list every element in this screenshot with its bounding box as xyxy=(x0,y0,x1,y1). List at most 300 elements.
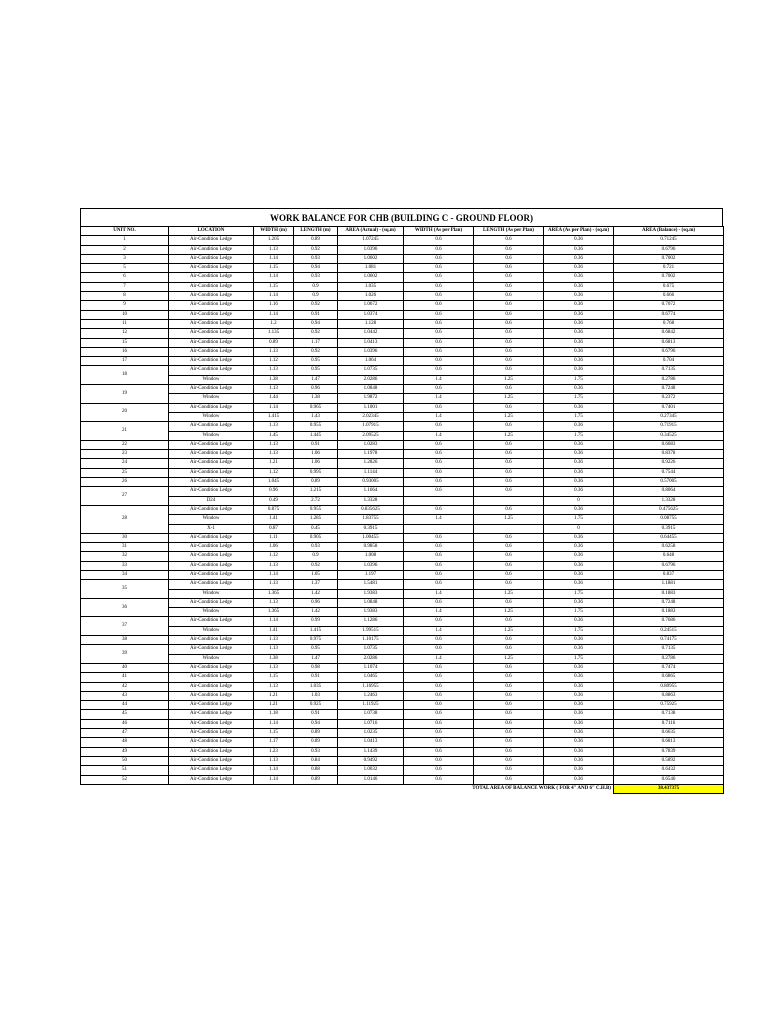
table-cell: 0.6865 xyxy=(614,673,724,682)
unit-no-cell: 46 xyxy=(81,719,169,728)
table-cell: 1.13 xyxy=(254,756,294,765)
table-cell: 0.6 xyxy=(404,422,474,431)
table-cell: 0.6 xyxy=(474,552,544,561)
table-cell: Window xyxy=(169,589,254,598)
table-cell: 0.7072 xyxy=(614,301,724,310)
table-row xyxy=(81,663,724,672)
table-cell: 1.75 xyxy=(544,394,614,403)
table-cell: 0.9492 xyxy=(338,756,404,765)
table-cell: 0.45 xyxy=(294,524,338,533)
unit-no-cell: 47 xyxy=(81,729,169,738)
table-cell: 0.905 xyxy=(294,533,338,542)
table-cell: Air-Condition Ledge xyxy=(169,719,254,728)
table-cell: 0.6 xyxy=(474,691,544,700)
table-row xyxy=(81,608,724,617)
table-cell: 0.36 xyxy=(544,505,614,514)
table-cell: 0.6 xyxy=(474,450,544,459)
table-cell: 0.6 xyxy=(404,264,474,273)
unit-no-cell: 25 xyxy=(81,468,169,477)
table-cell: 0.6 xyxy=(404,552,474,561)
table-row xyxy=(81,570,724,579)
table-cell: 0.6 xyxy=(474,440,544,449)
unit-no-cell: 7 xyxy=(81,282,169,291)
table-cell: 1.05 xyxy=(294,570,338,579)
table-cell: 0.95 xyxy=(294,645,338,654)
table-cell: 0.88 xyxy=(294,766,338,775)
table-cell: 1.13 xyxy=(254,580,294,589)
table-cell: Air-Condition Ledge xyxy=(169,682,254,691)
table-cell: 0.9 xyxy=(294,292,338,301)
table-cell: 0.93 xyxy=(294,747,338,756)
table-cell: 0.89 xyxy=(294,738,338,747)
table-cell: 0.666 xyxy=(614,292,724,301)
table-row xyxy=(81,292,724,301)
table-cell: 0.6 xyxy=(404,273,474,282)
table-cell: 0.36 xyxy=(544,459,614,468)
table-cell: 0.6 xyxy=(404,450,474,459)
table-cell: 0.92 xyxy=(294,301,338,310)
table-row xyxy=(81,245,724,254)
table-cell: 1.5481 xyxy=(338,580,404,589)
table-cell: 0.36 xyxy=(544,254,614,263)
table-row xyxy=(81,431,724,440)
table-cell: Air-Condition Ledge xyxy=(169,347,254,356)
table-cell: Air-Condition Ledge xyxy=(169,691,254,700)
table-cell: 1.25 xyxy=(474,589,544,598)
table-cell: 1.1001 xyxy=(338,403,404,412)
table-cell: 0.92 xyxy=(294,561,338,570)
table-cell: 1.4 xyxy=(404,412,474,421)
table-cell: Air-Condition Ledge xyxy=(169,487,254,496)
table-row xyxy=(81,282,724,291)
table-cell: 0.6 xyxy=(474,673,544,682)
table-cell: 1.75 xyxy=(544,654,614,663)
table-row xyxy=(81,598,724,607)
total-label: TOTAL AREA OF BALANCE WORK ( FOR 4" AND 6" C.H.B) xyxy=(81,784,614,793)
table-cell: 1.2826 xyxy=(338,459,404,468)
table-row xyxy=(81,254,724,263)
table-cell: 1.25 xyxy=(474,431,544,440)
table-cell: 1.15 xyxy=(254,264,294,273)
table-cell: 0.36 xyxy=(544,487,614,496)
table-cell: 0.36 xyxy=(544,747,614,756)
table-cell: 1.1144 xyxy=(338,468,404,477)
table-cell: Air-Condition Ledge xyxy=(169,505,254,514)
unit-no-cell: 35 xyxy=(81,580,169,599)
table-cell: 0.6 xyxy=(474,663,544,672)
table-cell: 1.9383 xyxy=(338,608,404,617)
table-row xyxy=(81,682,724,691)
table-cell: 2.02345 xyxy=(338,412,404,421)
table-cell: 0.24515 xyxy=(614,626,724,635)
table-cell: 1.13 xyxy=(254,561,294,570)
table-cell: 0.6 xyxy=(404,301,474,310)
table-cell: 0.6 xyxy=(404,543,474,552)
table-cell: Air-Condition Ledge xyxy=(169,357,254,366)
table-cell: Air-Condition Ledge xyxy=(169,766,254,775)
table-cell: 0.7544 xyxy=(614,468,724,477)
table-cell: Air-Condition Ledge xyxy=(169,570,254,579)
table-cell: 0.6 xyxy=(474,403,544,412)
column-header: WIDTH (As per Plan) xyxy=(404,227,474,236)
table-cell: 0.721 xyxy=(614,264,724,273)
table-cell: 0.5892 xyxy=(614,756,724,765)
table-cell: 0.7686 xyxy=(614,617,724,626)
table-cell: 1.1439 xyxy=(338,747,404,756)
table-cell: 1.445 xyxy=(294,431,338,440)
table-cell: 0.94 xyxy=(294,264,338,273)
unit-no-cell: 11 xyxy=(81,319,169,328)
table-cell: Air-Condition Ledge xyxy=(169,440,254,449)
table-row xyxy=(81,440,724,449)
table-row xyxy=(81,738,724,747)
table-cell: 1.1286 xyxy=(338,617,404,626)
table-cell: Air-Condition Ledge xyxy=(169,580,254,589)
table-cell: 0.34525 xyxy=(614,431,724,440)
table-cell: 0.6 xyxy=(404,478,474,487)
table-cell: 1.38 xyxy=(254,654,294,663)
table-cell: 0.93005 xyxy=(338,478,404,487)
table-cell: Air-Condition Ledge xyxy=(169,319,254,328)
table-cell: 1.197 xyxy=(338,570,404,579)
table-cell: 1.75 xyxy=(544,375,614,384)
table-cell: 0.6 xyxy=(474,385,544,394)
unit-no-cell: 3 xyxy=(81,254,169,263)
table-cell: 0.36 xyxy=(544,478,614,487)
table-cell: 1.0146 xyxy=(338,775,404,784)
table-cell: 0.6 xyxy=(474,543,544,552)
table-cell: 1.15 xyxy=(254,729,294,738)
table-cell: 0.6 xyxy=(404,719,474,728)
table-cell: Air-Condition Ledge xyxy=(169,366,254,375)
table-cell: 1.0413 xyxy=(338,738,404,747)
table-row xyxy=(81,338,724,347)
table-cell: 1.135 xyxy=(254,329,294,338)
table-cell: 0.6 xyxy=(404,366,474,375)
table-cell: 0.92 xyxy=(294,245,338,254)
table-cell: 0.27345 xyxy=(614,412,724,421)
table-cell: 0.96 xyxy=(294,385,338,394)
table-row xyxy=(81,310,724,319)
table-cell: 0.6 xyxy=(474,645,544,654)
table-cell: Window xyxy=(169,515,254,524)
table-cell: 1.23 xyxy=(254,747,294,756)
table-cell: 0.8064 xyxy=(614,487,724,496)
table-cell: 0.6 xyxy=(474,775,544,784)
table-row xyxy=(81,561,724,570)
table-cell: 0.36 xyxy=(544,691,614,700)
table-cell: 1.0848 xyxy=(338,385,404,394)
table-cell: 0.475625 xyxy=(614,505,724,514)
table-cell: 1.25 xyxy=(474,626,544,635)
table-cell: Air-Condition Ledge xyxy=(169,468,254,477)
column-header: AREA (Balance) - (sq.m) xyxy=(614,227,724,236)
table-cell: 0.36 xyxy=(544,273,614,282)
table-cell: 1.045 xyxy=(254,478,294,487)
unit-no-cell: 45 xyxy=(81,710,169,719)
table-cell: Air-Condition Ledge xyxy=(169,450,254,459)
table-cell: 0.98 xyxy=(294,663,338,672)
table-row xyxy=(81,496,724,505)
table-cell: 0.6258 xyxy=(614,543,724,552)
table-cell: 0.6 xyxy=(404,673,474,682)
table-cell: 1.13 xyxy=(254,663,294,672)
table-row xyxy=(81,357,724,366)
table-cell: 1.07915 xyxy=(338,422,404,431)
unit-no-cell: 52 xyxy=(81,775,169,784)
table-cell: Air-Condition Ledge xyxy=(169,775,254,784)
table-cell: 1.83755 xyxy=(338,515,404,524)
table-cell: 1.0735 xyxy=(338,366,404,375)
table-cell: 0.6 xyxy=(474,487,544,496)
table-cell: 1.1074 xyxy=(338,663,404,672)
table-cell: Air-Condition Ledge xyxy=(169,673,254,682)
table-cell: Air-Condition Ledge xyxy=(169,329,254,338)
table-cell: 0.995 xyxy=(294,468,338,477)
table-cell: 0.3915 xyxy=(338,524,404,533)
table-cell: 0.6 xyxy=(474,505,544,514)
table-cell: 0.768 xyxy=(614,319,724,328)
table-row xyxy=(81,654,724,663)
table-cell: 1.0716 xyxy=(338,719,404,728)
table-cell: Air-Condition Ledge xyxy=(169,310,254,319)
table-cell: 1.0396 xyxy=(338,561,404,570)
table-cell: 1.2 xyxy=(254,319,294,328)
table-cell: 0.6 xyxy=(404,487,474,496)
unit-no-cell: 24 xyxy=(81,459,169,468)
table-cell: 1.215 xyxy=(294,487,338,496)
table-cell: 1.12 xyxy=(254,357,294,366)
table-cell: 0.6 xyxy=(474,310,544,319)
table-cell: Air-Condition Ledge xyxy=(169,245,254,254)
table-cell: 0.6 xyxy=(404,310,474,319)
table-cell: 0.6 xyxy=(474,329,544,338)
table-cell: 0.6 xyxy=(474,422,544,431)
table-cell: 0.3915 xyxy=(614,524,724,533)
table-cell: Window xyxy=(169,608,254,617)
table-cell: 1.38 xyxy=(254,375,294,384)
table-cell: 0.36 xyxy=(544,282,614,291)
table-cell: Air-Condition Ledge xyxy=(169,478,254,487)
work-balance-sheet xyxy=(80,208,723,794)
table-cell: 0.6 xyxy=(404,347,474,356)
table-cell: Air-Condition Ledge xyxy=(169,385,254,394)
table-cell: 1.14 xyxy=(254,254,294,263)
table-cell: 1.25 xyxy=(474,515,544,524)
table-cell: 1.03 xyxy=(294,691,338,700)
table-cell: 0.6 xyxy=(404,459,474,468)
unit-no-cell: 26 xyxy=(81,478,169,487)
table-row xyxy=(81,487,724,496)
unit-no-cell: 1 xyxy=(81,236,169,245)
table-row xyxy=(81,775,724,784)
table-row xyxy=(81,478,724,487)
table-cell: 1.13 xyxy=(254,450,294,459)
table-cell: Air-Condition Ledge xyxy=(169,710,254,719)
table-cell: 0.36 xyxy=(544,450,614,459)
table-cell: 0.6 xyxy=(404,292,474,301)
table-row xyxy=(81,617,724,626)
table-cell: Air-Condition Ledge xyxy=(169,338,254,347)
table-cell: 1.42 xyxy=(294,608,338,617)
table-cell: 1.12 xyxy=(254,468,294,477)
table-cell: 1.17 xyxy=(294,338,338,347)
table-cell: Window xyxy=(169,375,254,384)
table-cell: 1.14 xyxy=(254,570,294,579)
table-cell: 1.128 xyxy=(338,319,404,328)
table-cell: 0.36 xyxy=(544,468,614,477)
table-cell: 1.12 xyxy=(254,552,294,561)
table-cell: 0.80955 xyxy=(614,682,724,691)
table-cell: 1.4 xyxy=(404,394,474,403)
table-cell: 0.648 xyxy=(614,552,724,561)
table-row xyxy=(81,747,724,756)
table-cell: 1.16955 xyxy=(338,682,404,691)
table-cell: 0.6 xyxy=(404,468,474,477)
table-cell: 1.14 xyxy=(254,292,294,301)
column-header: UNIT NO. xyxy=(81,227,169,236)
table-cell: 2.09525 xyxy=(338,431,404,440)
table-row xyxy=(81,347,724,356)
table-cell: 0.6 xyxy=(404,710,474,719)
table-cell: 1.4 xyxy=(404,375,474,384)
table-cell: 0.92 xyxy=(294,347,338,356)
table-cell: 0.36 xyxy=(544,766,614,775)
table-cell: 1.06 xyxy=(294,459,338,468)
table-row xyxy=(81,756,724,765)
table-cell: 0.6 xyxy=(404,403,474,412)
unit-no-cell: 37 xyxy=(81,617,169,636)
table-cell: 1.99515 xyxy=(338,626,404,635)
table-cell xyxy=(474,524,544,533)
table-cell: 0.57005 xyxy=(614,478,724,487)
table-cell: 0.36 xyxy=(544,301,614,310)
table-cell: 0.8863 xyxy=(614,691,724,700)
table-cell: 0.36 xyxy=(544,719,614,728)
table-cell: 1.75 xyxy=(544,412,614,421)
table-cell: 0.875 xyxy=(254,505,294,514)
table-row xyxy=(81,273,724,282)
column-header: LENGTH (As per Plan) xyxy=(474,227,544,236)
table-cell: 1.0413 xyxy=(338,338,404,347)
table-row xyxy=(81,719,724,728)
table-cell: 1.47 xyxy=(294,654,338,663)
column-header: LENGTH (m) xyxy=(294,227,338,236)
table-cell: 0.36 xyxy=(544,533,614,542)
table-cell: 0.955 xyxy=(294,422,338,431)
table-cell: 0.965 xyxy=(294,403,338,412)
table-row xyxy=(81,645,724,654)
table-cell: 0.6 xyxy=(474,254,544,263)
table-cell: 0.6 xyxy=(404,329,474,338)
table-cell: 1.13 xyxy=(254,347,294,356)
table-cell: 1.285 xyxy=(294,515,338,524)
table-cell: 1.081 xyxy=(338,264,404,273)
table-cell: 1.415 xyxy=(294,626,338,635)
sheet-title: WORK BALANCE FOR CHB (BUILDING C - GROUND FLOOR) xyxy=(80,208,723,226)
unit-no-cell: 5 xyxy=(81,264,169,273)
table-cell: 0.36 xyxy=(544,440,614,449)
table-cell: 0.6 xyxy=(404,440,474,449)
table-cell: 1.75 xyxy=(544,608,614,617)
table-cell: D24 xyxy=(169,496,254,505)
unit-no-cell: 50 xyxy=(81,756,169,765)
table-row xyxy=(81,459,724,468)
table-cell: 0.7116 xyxy=(614,719,724,728)
unit-no-cell: 20 xyxy=(81,403,169,422)
table-cell: 1.0602 xyxy=(338,273,404,282)
table-cell: 0.64455 xyxy=(614,533,724,542)
table-cell: 1.38 xyxy=(294,394,338,403)
table-cell: 0.93 xyxy=(294,273,338,282)
unit-no-cell: 6 xyxy=(81,273,169,282)
table-cell: 0.36 xyxy=(544,598,614,607)
table-cell: Air-Condition Ledge xyxy=(169,292,254,301)
table-cell: 1.06 xyxy=(294,450,338,459)
table-cell: Air-Condition Ledge xyxy=(169,236,254,245)
table-cell: Air-Condition Ledge xyxy=(169,598,254,607)
unit-no-cell: 27 xyxy=(81,487,169,506)
table-row xyxy=(81,580,724,589)
table-cell: 1.25 xyxy=(474,375,544,384)
unit-no-cell: 40 xyxy=(81,663,169,672)
table-cell: 1.14 xyxy=(254,273,294,282)
table-cell: 1.064 xyxy=(338,357,404,366)
table-cell: 1.25 xyxy=(474,394,544,403)
table-cell: 1.14 xyxy=(254,775,294,784)
table-cell: 0.975 xyxy=(294,636,338,645)
table-cell: 0.36 xyxy=(544,264,614,273)
table-cell: 1.4 xyxy=(404,515,474,524)
table-cell: 0.36 xyxy=(544,580,614,589)
table-cell: Window xyxy=(169,626,254,635)
table-cell: Air-Condition Ledge xyxy=(169,636,254,645)
table-cell: Air-Condition Ledge xyxy=(169,561,254,570)
table-cell: 0.6 xyxy=(404,701,474,710)
table-cell: 0.93 xyxy=(294,254,338,263)
table-cell: 0.36 xyxy=(544,645,614,654)
table-cell: 1.3328 xyxy=(614,496,724,505)
table-row xyxy=(81,422,724,431)
table-cell: 1.21 xyxy=(254,701,294,710)
table-cell: 0.6 xyxy=(474,561,544,570)
table-cell: 0.2786 xyxy=(614,375,724,384)
table-cell: 1.3328 xyxy=(338,496,404,505)
table-cell: 1.13 xyxy=(254,440,294,449)
unit-no-cell: 15 xyxy=(81,338,169,347)
table-cell: 0.6 xyxy=(404,747,474,756)
table-cell: 1.06 xyxy=(254,543,294,552)
table-cell: 0.36 xyxy=(544,310,614,319)
table-cell: 1.0735 xyxy=(338,645,404,654)
table-cell: 0.7401 xyxy=(614,403,724,412)
table-cell: 0.6 xyxy=(474,533,544,542)
table-cell: 0.36 xyxy=(544,385,614,394)
table-cell: 0.89 xyxy=(294,236,338,245)
table-cell: 0.6 xyxy=(404,338,474,347)
column-header: AREA (Actual) - (sq.m) xyxy=(338,227,404,236)
column-header: WIDTH (m) xyxy=(254,227,294,236)
table-cell: 0.95 xyxy=(294,366,338,375)
table-cell: 0.36 xyxy=(544,357,614,366)
table-cell: 1.0235 xyxy=(338,729,404,738)
table-cell: 0.87 xyxy=(254,524,294,533)
table-cell: 1.14 xyxy=(254,766,294,775)
table-cell: 0.6 xyxy=(404,570,474,579)
table-cell: 1.4 xyxy=(404,608,474,617)
table-cell: 1.25 xyxy=(474,654,544,663)
table-cell: 2.72 xyxy=(294,496,338,505)
